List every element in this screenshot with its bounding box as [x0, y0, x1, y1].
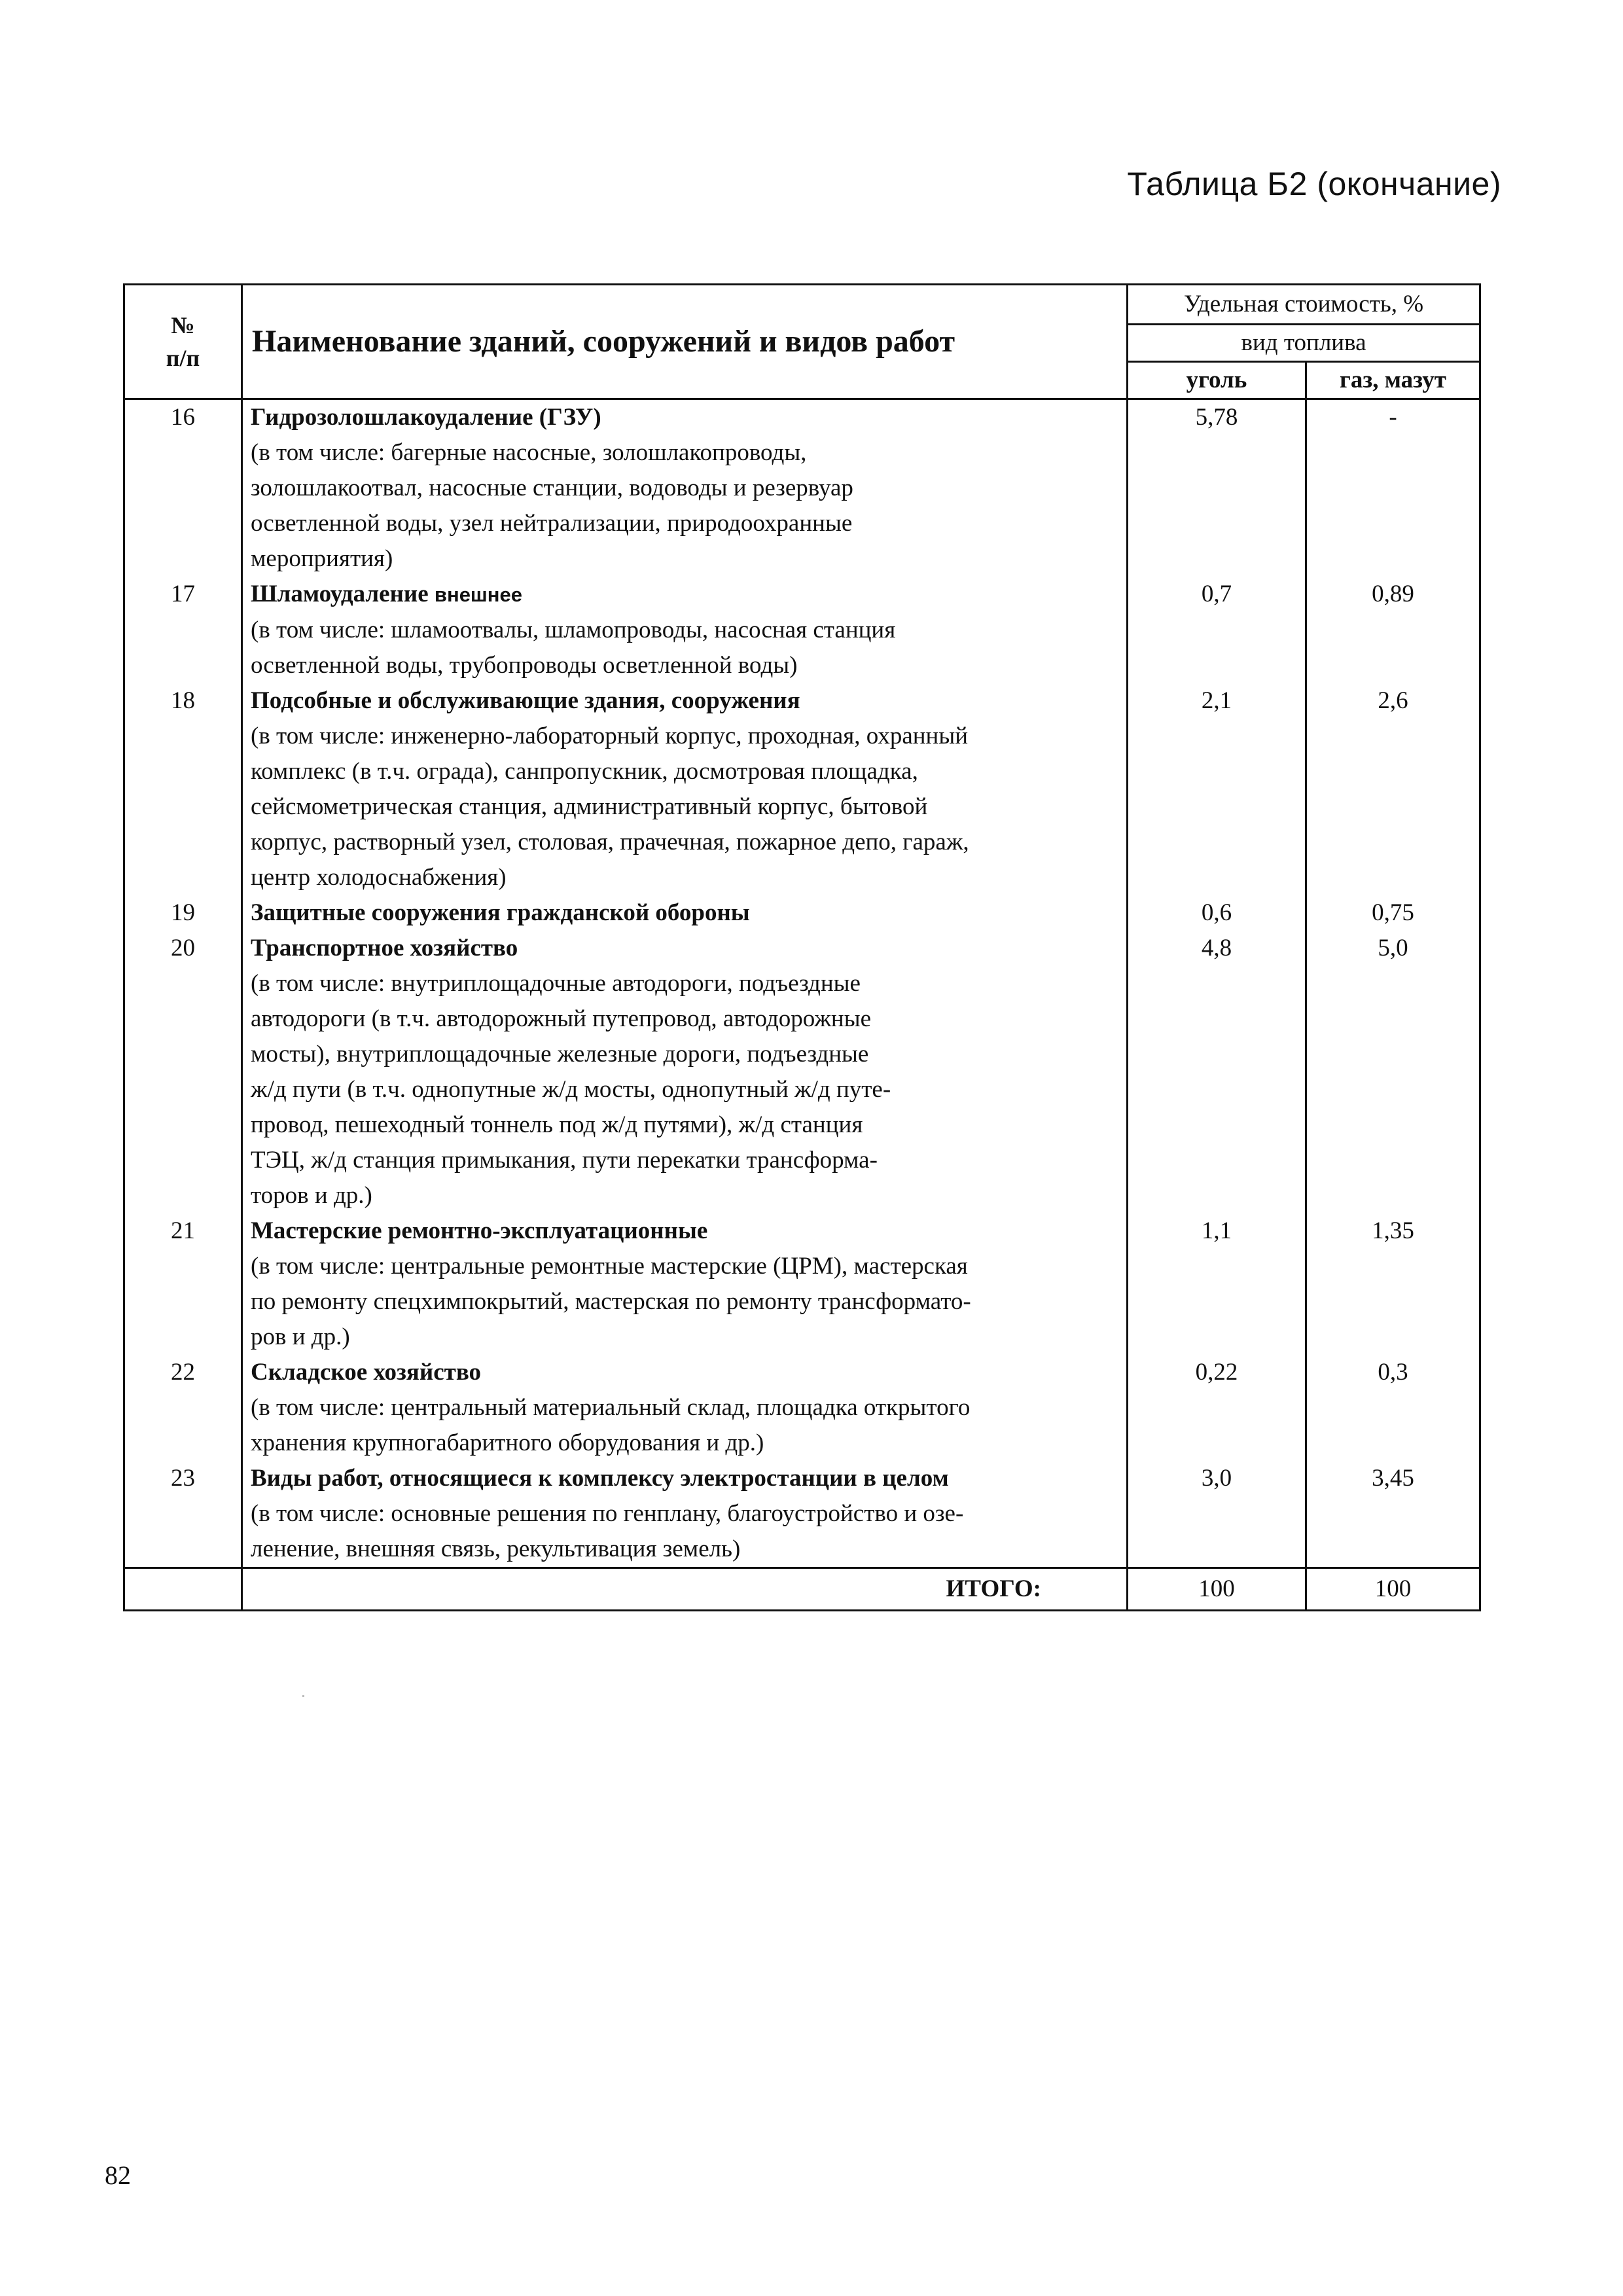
row-number: 22 [124, 1355, 242, 1461]
row-description-line: ТЭЦ, ж/д станция примыкания, пути перекатки трансформа- [251, 1147, 878, 1174]
row-gas-value: 1,35 [1306, 1213, 1480, 1355]
row-description-line: (в том числе: основные решения по генплану, благоустройство и озе- [251, 1500, 964, 1527]
row-coal-value: 4,8 [1128, 931, 1306, 1213]
row-title: Подсобные и обслуживающие здания, сооружения [251, 687, 800, 714]
row-description-line: хранения крупногабаритного оборудования и др.) [251, 1429, 764, 1456]
row-name [242, 1461, 1128, 1568]
row-coal-value: 5,78 [1128, 399, 1306, 577]
row-number: 17 [124, 577, 242, 683]
table-row [124, 577, 1480, 683]
total-row [124, 1568, 1480, 1611]
page-number: 82 [105, 2161, 131, 2190]
row-coal-value: 0,6 [1128, 895, 1306, 931]
row-title: Мастерские ремонтно-эксплуатационные [251, 1217, 708, 1244]
row-title: Гидрозолошлакоудаление (ГЗУ) [251, 404, 601, 431]
row-description-line: (в том числе: шламоотвалы, шламопроводы, насосная станция [251, 617, 896, 643]
row-description-line: (в том числе: центральные ремонтные мастерские (ЦРМ), мастерская [251, 1253, 968, 1280]
row-gas-value: 5,0 [1306, 931, 1480, 1213]
row-name [242, 577, 1128, 683]
row-number: 21 [124, 1213, 242, 1355]
row-number: 19 [124, 895, 242, 931]
row-name [242, 1213, 1128, 1355]
table-row [124, 931, 1480, 1213]
row-gas-value: - [1306, 399, 1480, 577]
header-name: Наименование зданий, сооружений и видов работ [242, 285, 1128, 399]
total-gas-value: 100 [1306, 1568, 1480, 1611]
row-description-line: сейсмометрическая станция, административный корпус, бытовой [251, 793, 928, 820]
row-gas-value: 3,45 [1306, 1461, 1480, 1568]
header-gas: газ, мазут [1306, 362, 1480, 399]
row-description-line: мероприятия) [251, 545, 393, 572]
cost-table [123, 283, 1481, 1611]
row-title: Транспортное хозяйство [251, 935, 518, 961]
row-number: 23 [124, 1461, 242, 1568]
header-fuel-type: вид топлива [1128, 325, 1480, 362]
table-row [124, 1461, 1480, 1568]
scan-speck [302, 1695, 304, 1697]
row-description-line: автодороги (в т.ч. автодорожный путепровод, автодорожные [251, 1005, 871, 1032]
table-body [124, 399, 1480, 1611]
table-row [124, 399, 1480, 577]
row-coal-value: 2,1 [1128, 683, 1306, 895]
row-coal-value: 0,7 [1128, 577, 1306, 683]
row-title: Виды работ, относящиеся к комплексу электростанции в целом [251, 1465, 949, 1492]
row-coal-value: 0,22 [1128, 1355, 1306, 1461]
row-description-line: корпус, растворный узел, столовая, прачечная, пожарное депо, гараж, [251, 829, 969, 855]
header-coal: уголь [1128, 362, 1306, 399]
table-row [124, 895, 1480, 931]
row-number: 16 [124, 399, 242, 577]
row-title-qualifier: внешнее [434, 583, 522, 606]
row-name [242, 895, 1128, 931]
table-row [124, 1213, 1480, 1355]
table-caption: Таблица Б2 (окончание) [1127, 166, 1501, 202]
row-description-line: мосты), внутриплощадочные железные дороги, подъездные [251, 1041, 869, 1067]
row-coal-value: 1,1 [1128, 1213, 1306, 1355]
row-description-line: осветленной воды, узел нейтрализации, природоохранные [251, 510, 853, 537]
row-description-line: комплекс (в т.ч. ограда), санпропускник, досмотровая площадка, [251, 758, 918, 785]
row-gas-value: 0,3 [1306, 1355, 1480, 1461]
row-description-line: осветленной воды, трубопроводы осветленной воды) [251, 652, 798, 679]
row-description-line: провод, пешеходный тоннель под ж/д путями), ж/д станция [251, 1111, 863, 1138]
row-gas-value: 0,75 [1306, 895, 1480, 931]
header-unit-cost: Удельная стоимость, % [1128, 285, 1480, 325]
row-name [242, 399, 1128, 577]
row-number: 20 [124, 931, 242, 1213]
row-coal-value: 3,0 [1128, 1461, 1306, 1568]
row-description-line: по ремонту спецхимпокрытий, мастерская по ремонту трансформато- [251, 1288, 971, 1315]
row-description-line: центр холодоснабжения) [251, 864, 507, 891]
header-number [124, 285, 242, 399]
row-title: Складское хозяйство [251, 1359, 482, 1386]
total-coal-value: 100 [1128, 1568, 1306, 1611]
row-description-line: (в том числе: инженерно-лабораторный корпус, проходная, охранный [251, 723, 968, 749]
row-description-line: (в том числе: багерные насосные, золошлакопроводы, [251, 439, 807, 466]
row-description-line: ж/д пути (в т.ч. однопутные ж/д мосты, однопутный ж/д путе- [251, 1076, 891, 1103]
header-number-symbol: № [171, 312, 195, 338]
row-gas-value: 0,89 [1306, 577, 1480, 683]
total-empty-cell [124, 1568, 242, 1611]
row-description-line: торов и др.) [251, 1182, 372, 1209]
row-name [242, 683, 1128, 895]
total-label: ИТОГО: [242, 1568, 1128, 1611]
row-description-line: (в том числе: центральный материальный склад, площадка открытого [251, 1394, 971, 1421]
row-title: Шламоудаление [251, 581, 429, 607]
row-gas-value: 2,6 [1306, 683, 1480, 895]
row-description-line: ленение, внешняя связь, рекультивация земель) [251, 1535, 741, 1562]
row-description-line: ров и др.) [251, 1323, 350, 1350]
table-row [124, 683, 1480, 895]
row-description-line: золошлакоотвал, насосные станции, водоводы и резервуар [251, 475, 853, 501]
header-number-abbr: п/п [166, 345, 200, 371]
row-number: 18 [124, 683, 242, 895]
row-name [242, 1355, 1128, 1461]
table-row [124, 1355, 1480, 1461]
row-description-line: (в том числе: внутриплощадочные автодороги, подъездные [251, 970, 861, 997]
row-title: Защитные сооружения гражданской обороны [251, 899, 750, 926]
row-name [242, 931, 1128, 1213]
